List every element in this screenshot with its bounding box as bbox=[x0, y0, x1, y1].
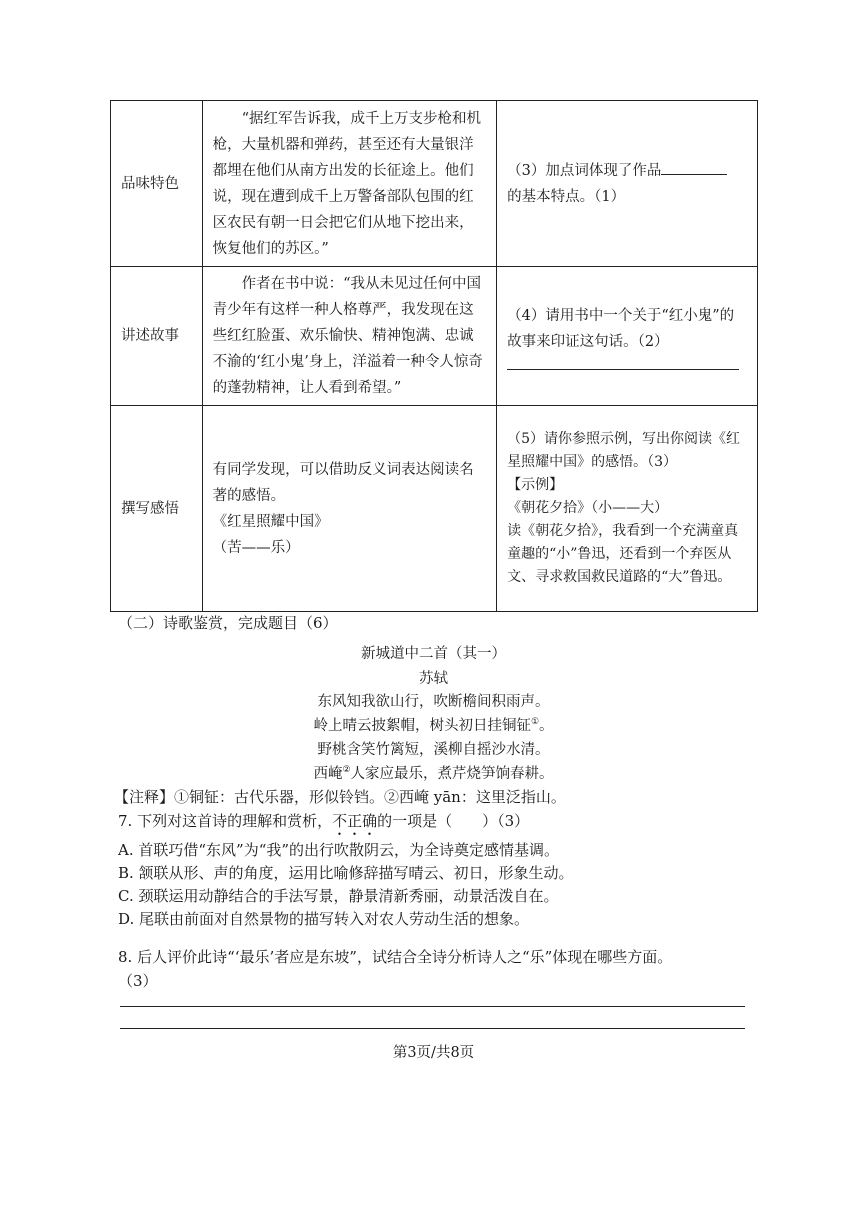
poem-notes: 【注释】①铜钲：古代乐器，形似铃铛。②西崦 yān：这里泛指山。 bbox=[114, 788, 566, 806]
answer-blank[interactable] bbox=[661, 160, 727, 175]
table-row bbox=[111, 101, 758, 267]
row-content bbox=[202, 267, 496, 406]
q7-option-c[interactable]: C. 颈联运用动静结合的手法写景，静景清新秀丽，动景活泼自在。 bbox=[118, 887, 559, 905]
q7-option-d[interactable]: D. 尾联由前面对自然景物的描写转入对农人劳动生活的想象。 bbox=[118, 910, 530, 928]
example-label: 【示例】 bbox=[507, 477, 564, 493]
q7-option-a[interactable]: A. 首联巧借“东风”为“我”的出行吹散阴云，为全诗奠定感情基调。 bbox=[118, 841, 560, 859]
poem-line: 东风知我欲山行，吹断檐间积雨声。 bbox=[317, 694, 550, 710]
poem-title: 新城道中二首（其一） bbox=[361, 646, 506, 662]
q7-option-b[interactable]: B. 颔联从形、声的角度，运用比喻修辞描写晴云、初日，形象生动。 bbox=[118, 864, 574, 882]
answer-line[interactable] bbox=[120, 1006, 745, 1007]
poem-line: 野桃含笑竹篱短，溪柳自摇沙水清。 bbox=[317, 742, 550, 758]
row-label: 讲述故事 bbox=[111, 267, 203, 406]
poem-author: 苏轼 bbox=[419, 671, 448, 687]
question-8-score: （3） bbox=[118, 972, 158, 990]
table-row bbox=[111, 406, 758, 612]
poem-line: 西崦②人家应最乐，煮芹烧笋饷春耕。 bbox=[313, 765, 554, 782]
section-title: （二）诗歌鉴赏，完成题目（6） bbox=[118, 614, 338, 632]
answer-line[interactable] bbox=[120, 1028, 745, 1029]
question-7-stem: 7. 下列对这首诗的理解和赏析，不正确的一项是（ ）（3） bbox=[118, 812, 530, 830]
page-footer: 第3页/共8页 bbox=[392, 1045, 475, 1061]
note-mark: ① bbox=[530, 717, 540, 728]
row-content: 有同学发现，可以借助反义词表达阅读名著的感悟。 《红星照耀中国》 （苦——乐） bbox=[202, 406, 496, 612]
question-8-stem: 8. 后人评价此诗“‘最乐’者应是东坡”，试结合全诗分析诗人之“乐”体现在哪些方面。 bbox=[118, 948, 673, 966]
row-question: （4）请用书中一个关于“红小鬼”的故事来印证这句话。（2） bbox=[497, 267, 758, 406]
quote-text: “据红军告诉我，成千上万支步枪和机枪，大量机器和弹药，甚至还有大量银洋都埋在他们从南方出发的长征途上。他们说，现在遭到成千上万警备部队包围的红区农民有朝一日会把它们从地下挖出来，恢复他们的苏区。” bbox=[212, 110, 482, 257]
poem-line: 岭上晴云披絮帽，树头初日挂铜钲①。 bbox=[313, 717, 554, 734]
row-content bbox=[202, 101, 496, 267]
reading-table bbox=[110, 100, 758, 612]
row-question: （3）加点词体现了作品 的基本特点。（1） bbox=[497, 101, 758, 267]
row-question: （5）请你参照示例，写出你阅读《红星照耀中国》的感悟。（3） 【示例】 《朝花夕拾》（小——大） 读《朝花夕拾》，我看到一个充满童真童趣的“小”鲁迅，还看到一个弃医从文、寻求救国救民道路的“大”鲁迅。 bbox=[497, 406, 758, 612]
answer-line[interactable] bbox=[507, 355, 739, 370]
row-label: 品味特色 bbox=[111, 101, 203, 267]
table-row bbox=[111, 267, 758, 406]
quote-text: 作者在书中说：“我从未见过任何中国青少年有这样一种人格尊严，我发现在这些红红脸蛋、欢乐愉快、精神饱满、忠诚不渝的‘红小鬼’身上，洋溢着一种令人惊奇的蓬勃精神，让人看到希望。” bbox=[212, 276, 483, 396]
note-mark: ② bbox=[342, 765, 351, 776]
row-label: 撰写感悟 bbox=[111, 406, 203, 612]
